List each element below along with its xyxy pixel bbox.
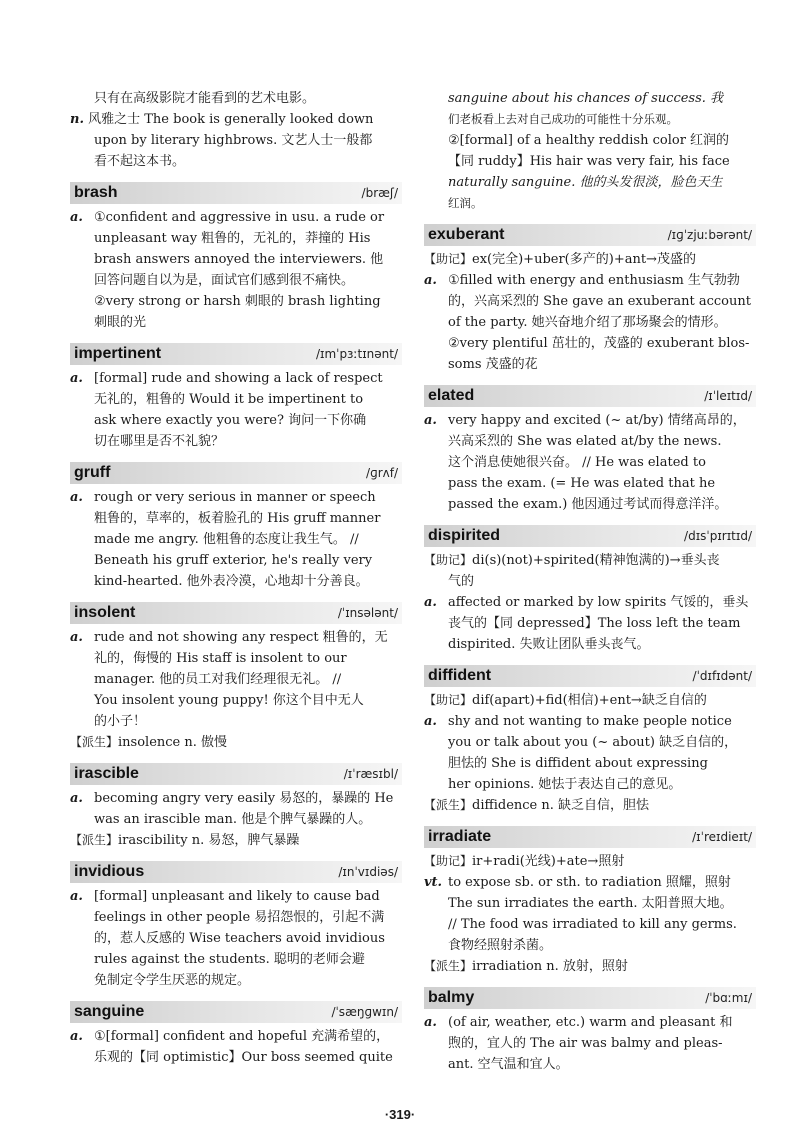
- entry-line: [70, 949, 402, 970]
- entry-text: was an irascible man. 他是个脾气暴躁的人。: [94, 812, 372, 827]
- pronunciation: /dɪsˈpɪrɪtɪd/: [684, 529, 752, 543]
- entry-text: you or talk about you (~ about) 缺乏自信的，: [448, 735, 738, 750]
- entry-line: [424, 711, 756, 732]
- entry-text: 礼的，侮慢的 His staff is insolent to our: [94, 651, 347, 666]
- entry-text: 煦的，宜人的 The air was balmy and pleas-: [448, 1036, 723, 1051]
- pronunciation: /ɪˈleɪtɪd/: [704, 389, 752, 403]
- dictionary-entry: [70, 343, 402, 452]
- part-of-speech: a.: [70, 210, 83, 225]
- headword: gruff: [74, 464, 111, 481]
- entry-text: ask where exactly you were? 询问一下你确: [94, 413, 367, 428]
- headword: exuberant: [428, 226, 505, 243]
- entry-line: [70, 431, 402, 452]
- entry-line: [424, 312, 756, 333]
- dictionary-entry: [70, 602, 402, 753]
- entry-headword-bar: [424, 665, 756, 687]
- right-top-line-3: [424, 130, 756, 151]
- left-entries: [70, 182, 402, 1068]
- right-top-line-6: [424, 193, 756, 214]
- entry-line: [424, 634, 756, 655]
- entry-line: [424, 690, 756, 711]
- entry-line: [70, 529, 402, 550]
- section-tag: 【派生】: [70, 833, 119, 847]
- entry-text: irascibility n. 易怒，脾气暴躁: [118, 833, 300, 848]
- pronunciation: /ɪɡˈzjuːbərənt/: [667, 228, 752, 242]
- entry-line: [70, 228, 402, 249]
- entry-line: [424, 893, 756, 914]
- entry-text: [formal] rude and showing a lack of respect: [94, 371, 383, 386]
- entry-line: [70, 487, 402, 508]
- entry-text: ②very plentiful 茁壮的，茂盛的 exuberant blos-: [448, 336, 750, 351]
- right-top-line-5: [424, 172, 756, 193]
- entry-text: ant. 空气温和宜人。: [448, 1057, 569, 1072]
- pronunciation: /ɡrʌf/: [366, 466, 398, 480]
- entry-text: 免制定令学生厌恶的规定。: [94, 973, 251, 988]
- entry-text: diffidence n. 缺乏自信，胆怯: [472, 798, 650, 813]
- dictionary-entry: [70, 763, 402, 851]
- headword: elated: [428, 387, 475, 404]
- entry-line: [424, 956, 756, 977]
- entry-text: Beneath his gruff exterior, he's really very: [94, 553, 373, 568]
- entry-text: (of air, weather, etc.) warm and pleasant 和: [448, 1015, 733, 1030]
- entry-text: The sun irradiates the earth. 太阳普照大地。: [448, 896, 733, 911]
- headword: impertinent: [74, 345, 162, 362]
- entry-line: [70, 410, 402, 431]
- entry-line: [70, 669, 402, 690]
- entry-text: ex(完全)+uber(多产的)+ant→茂盛的: [472, 252, 696, 267]
- entry-text: of the party. 她兴奋地介绍了那场聚会的情形。: [448, 315, 727, 330]
- entry-text: passed the exam.) 他因通过考试而得意洋洋。: [448, 497, 728, 512]
- entry-line: [70, 690, 402, 711]
- entry-text: ①confident and aggressive in usu. a rude or: [94, 210, 385, 225]
- entry-line: [70, 830, 402, 851]
- text: 看不起这本书。: [94, 154, 186, 169]
- entry-line: [70, 648, 402, 669]
- entry-headword-bar: [70, 1001, 402, 1023]
- entry-text: becoming angry very easily 易怒的，暴躁的 He: [94, 791, 394, 806]
- entry-headword-bar: [424, 525, 756, 547]
- entry-line: [424, 851, 756, 872]
- right-top-line-4: [424, 151, 756, 172]
- text: 【同 ruddy】His hair was very fair, his face: [448, 154, 730, 169]
- section-tag: 【派生】: [424, 798, 473, 812]
- entry-line: [424, 935, 756, 956]
- entry-line: [424, 774, 756, 795]
- text: 风雅之士 The book is generally looked down: [88, 112, 374, 127]
- entry-headword-bar: [70, 182, 402, 204]
- entry-line: [424, 592, 756, 613]
- pronunciation: /ɪnˈvɪdiəs/: [338, 865, 398, 879]
- entry-line: [424, 1054, 756, 1075]
- right-entries: [424, 224, 756, 1075]
- entry-line: [424, 270, 756, 291]
- entry-line: [70, 508, 402, 529]
- text: upon by literary highbrows. 文艺人士一般都: [94, 133, 373, 148]
- entry-line: [424, 333, 756, 354]
- text: 们老板看上去对自己成功的可能性十分乐观。: [448, 112, 678, 126]
- part-of-speech: a.: [424, 1015, 437, 1030]
- entry-line: [424, 550, 756, 571]
- dictionary-entry: [424, 385, 756, 515]
- entry-text: rules against the students. 聪明的老师会避: [94, 952, 365, 967]
- entry-text: ir+radi(光线)+ate→照射: [472, 854, 625, 869]
- section-tag: 【助记】: [424, 693, 473, 707]
- entry-text: 胆怯的 She is diffident about expressing: [448, 756, 708, 771]
- entry-text: rude and not showing any respect 粗鲁的，无: [94, 630, 388, 645]
- section-tag: 【派生】: [424, 959, 473, 973]
- entry-text: very happy and excited (~ at/by) 情绪高昂的，: [448, 413, 746, 428]
- pronunciation: /bræʃ/: [361, 186, 398, 200]
- entry-line: [70, 207, 402, 228]
- left-top-line-2: [70, 109, 402, 130]
- headword: irradiate: [428, 828, 492, 845]
- entry-line: [70, 550, 402, 571]
- entry-line: [424, 473, 756, 494]
- pos: n.: [70, 112, 84, 127]
- pronunciation: /ˈbɑːmɪ/: [705, 991, 752, 1005]
- entry-text: di(s)(not)+spirited(精神饱满的)→垂头丧: [472, 553, 720, 568]
- entry-text: ①[formal] confident and hopeful 充满希望的，: [94, 1029, 390, 1044]
- entry-line: [70, 291, 402, 312]
- entry-line: [424, 431, 756, 452]
- part-of-speech: a.: [424, 714, 437, 729]
- entry-text: brash answers annoyed the interviewers. 他: [94, 252, 384, 267]
- headword: sanguine: [74, 1003, 145, 1020]
- entry-text: rough or very serious in manner or speech: [94, 490, 376, 505]
- entry-line: [424, 753, 756, 774]
- left-top-line-1: [70, 88, 402, 109]
- entry-line: [70, 732, 402, 753]
- entry-text: unpleasant way 粗鲁的，无礼的，莽撞的 His: [94, 231, 371, 246]
- entry-headword-bar: [424, 987, 756, 1009]
- entry-line: [424, 1012, 756, 1033]
- dictionary-entry: [70, 182, 402, 333]
- entry-text: her opinions. 她怯于表达自己的意见。: [448, 777, 682, 792]
- entry-line: [70, 928, 402, 949]
- entry-line: [424, 354, 756, 375]
- headword: dispirited: [428, 527, 501, 544]
- entry-line: [70, 788, 402, 809]
- part-of-speech: a.: [70, 630, 83, 645]
- dictionary-entry: [424, 525, 756, 655]
- dictionary-entry: [70, 1001, 402, 1068]
- entry-text: ②very strong or harsh 刺眼的 brash lighting: [94, 294, 381, 309]
- part-of-speech: a.: [70, 889, 83, 904]
- entry-text: to expose sb. or sth. to radiation 照耀，照射: [448, 875, 731, 890]
- entry-text: You insolent young puppy! 你这个目中无人: [94, 693, 364, 708]
- pronunciation: /ˈdɪfɪdənt/: [692, 669, 752, 683]
- entry-line: [70, 270, 402, 291]
- entry-headword-bar: [70, 462, 402, 484]
- entry-line: [70, 389, 402, 410]
- entry-text: 丧气的【同 depressed】The loss left the team: [448, 616, 741, 631]
- entry-headword-bar: [424, 826, 756, 848]
- part-of-speech: a.: [70, 371, 83, 386]
- left-top-line-4: [70, 151, 402, 172]
- entry-headword-bar: [424, 385, 756, 407]
- entry-text: 食物经照射杀菌。: [448, 938, 553, 953]
- entry-line: [70, 627, 402, 648]
- section-tag: 【助记】: [424, 252, 473, 266]
- headword: brash: [74, 184, 118, 201]
- section-tag: 【助记】: [424, 553, 473, 567]
- entry-line: [424, 410, 756, 431]
- pronunciation: /ˈɪnsələnt/: [337, 606, 398, 620]
- entry-line: [424, 452, 756, 473]
- entry-line: [70, 907, 402, 928]
- entry-headword-bar: [70, 602, 402, 624]
- entry-text: 这个消息使她很兴奋。 // He was elated to: [448, 455, 706, 470]
- entry-line: [424, 291, 756, 312]
- left-top-line-3: [70, 130, 402, 151]
- dictionary-entry: [424, 665, 756, 816]
- part-of-speech: vt.: [424, 875, 443, 890]
- section-tag: 【助记】: [424, 854, 473, 868]
- pronunciation: /ɪˈreɪdieɪt/: [692, 830, 752, 844]
- text: naturally sanguine. 他的头发很淡，脸色天生: [448, 175, 723, 190]
- entry-headword-bar: [70, 861, 402, 883]
- entry-headword-bar: [424, 224, 756, 246]
- entry-line: [424, 249, 756, 270]
- text: 只有在高级影院才能看到的艺术电影。: [94, 91, 316, 106]
- entry-text: 回答问题自以为是，面试官们感到很不痛快。: [94, 273, 355, 288]
- entry-text: soms 茂盛的花: [448, 357, 538, 372]
- headword: insolent: [74, 604, 136, 621]
- text: 红润。: [448, 196, 483, 210]
- entry-text: 无礼的，粗鲁的 Would it be impertinent to: [94, 392, 364, 407]
- entry-line: [424, 872, 756, 893]
- part-of-speech: a.: [424, 273, 437, 288]
- entry-line: [70, 249, 402, 270]
- entry-text: manager. 他的员工对我们经理很无礼。 //: [94, 672, 342, 687]
- entry-text: dif(apart)+fid(相信)+ent→缺乏自信的: [472, 693, 707, 708]
- entry-text: 的，兴高采烈的 She gave an exuberant account: [448, 294, 751, 309]
- part-of-speech: a.: [70, 1029, 83, 1044]
- part-of-speech: a.: [424, 413, 437, 428]
- dictionary-entry: [424, 224, 756, 375]
- page-number: ·319·: [384, 1107, 416, 1122]
- entry-headword-bar: [70, 343, 402, 365]
- entry-text: 气的: [448, 574, 475, 589]
- entry-text: ①filled with energy and enthusiasm 生气勃勃: [448, 273, 740, 288]
- entry-line: [424, 1033, 756, 1054]
- entry-text: // The food was irradiated to kill any germs.: [448, 917, 737, 932]
- entry-line: [424, 571, 756, 592]
- entry-line: [70, 571, 402, 592]
- entry-text: [formal] unpleasant and likely to cause bad: [94, 889, 380, 904]
- entry-text: 乐观的【同 optimistic】Our boss seemed quite: [94, 1050, 393, 1065]
- section-tag: 【派生】: [70, 735, 119, 749]
- entry-text: 的，惹人反感的 Wise teachers avoid invidious: [94, 931, 385, 946]
- part-of-speech: a.: [70, 791, 83, 806]
- part-of-speech: a.: [70, 490, 83, 505]
- entry-line: [70, 886, 402, 907]
- entry-line: [424, 613, 756, 634]
- entry-text: 切在哪里是否不礼貌？: [94, 434, 225, 449]
- entry-text: kind-hearted. 他外表冷漠，心地却十分善良。: [94, 574, 369, 589]
- headword: diffident: [428, 667, 492, 684]
- entry-text: 粗鲁的，草率的，板着脸孔的 His gruff manner: [94, 511, 381, 526]
- entry-line: [424, 494, 756, 515]
- entry-text: made me angry. 他粗鲁的态度让我生气。 //: [94, 532, 359, 547]
- entry-text: dispirited. 失败让团队垂头丧气。: [448, 637, 650, 652]
- entry-text: 兴高采烈的 She was elated at/by the news.: [448, 434, 722, 449]
- entry-text: pass the exam. (= He was elated that he: [448, 476, 716, 491]
- entry-line: [70, 1026, 402, 1047]
- pronunciation: /ɪˈræsɪbl/: [343, 767, 398, 781]
- right-top-line-1: [424, 88, 756, 109]
- headword: irascible: [74, 765, 139, 782]
- entry-text: feelings in other people 易招怨恨的，引起不满: [94, 910, 385, 925]
- entry-text: affected or marked by low spirits 气馁的，垂头: [448, 595, 749, 610]
- right-column: [424, 88, 756, 1075]
- entry-text: 刺眼的光: [94, 315, 147, 330]
- entry-line: [70, 809, 402, 830]
- pronunciation: /ɪmˈpɜːtɪnənt/: [315, 347, 398, 361]
- entry-line: [70, 970, 402, 991]
- entry-line: [70, 312, 402, 333]
- entry-text: insolence n. 傲慢: [118, 735, 228, 750]
- left-column: [70, 88, 402, 1068]
- entry-text: 的小子！: [94, 714, 147, 729]
- entry-text: irradiation n. 放射，照射: [472, 959, 628, 974]
- entry-text: shy and not wanting to make people notice: [448, 714, 732, 729]
- entry-line: [424, 914, 756, 935]
- entry-line: [70, 1047, 402, 1068]
- entry-line: [424, 795, 756, 816]
- text: ②[formal] of a healthy reddish color 红润的: [448, 133, 730, 148]
- part-of-speech: a.: [424, 595, 437, 610]
- entry-line: [70, 711, 402, 732]
- pronunciation: /ˈsæŋɡwɪn/: [331, 1005, 398, 1019]
- dictionary-entry: [424, 826, 756, 977]
- text: sanguine about his chances of success. 我: [448, 91, 724, 106]
- dictionary-entry: [70, 462, 402, 592]
- entry-line: [70, 368, 402, 389]
- right-top-line-2: [424, 109, 756, 130]
- headword: invidious: [74, 863, 145, 880]
- dictionary-entry: [424, 987, 756, 1075]
- dictionary-entry: [70, 861, 402, 991]
- headword: balmy: [428, 989, 475, 1006]
- entry-line: [424, 732, 756, 753]
- entry-headword-bar: [70, 763, 402, 785]
